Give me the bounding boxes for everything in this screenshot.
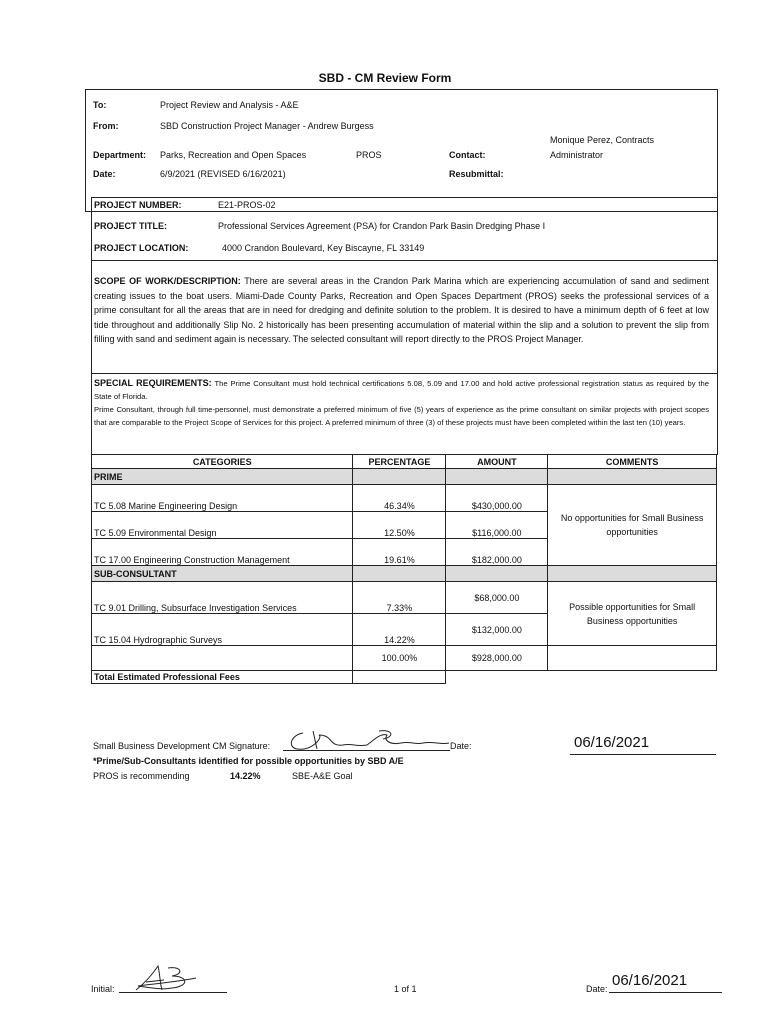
date-label: Date: <box>93 169 116 179</box>
scope-label: SCOPE OF WORK/DESCRIPTION: <box>94 276 241 286</box>
special-label: SPECIAL REQUIREMENTS: <box>94 378 212 388</box>
row-percentage: 46.34% <box>353 485 446 512</box>
contact-label: Contact: <box>449 150 486 160</box>
total-label-row <box>92 671 717 684</box>
row-percentage: 7.33% <box>353 582 446 614</box>
table-header-row <box>92 455 717 469</box>
recommend-value: 14.22% <box>230 771 261 781</box>
table-row <box>92 582 717 614</box>
project-number-label: PROJECT NUMBER: <box>94 200 182 210</box>
sub-comment-line2: Business opportunities <box>586 615 678 626</box>
recommend-label: PROS is recommending <box>93 771 190 781</box>
header-percentage: PERCENTAGE <box>353 455 446 469</box>
bottom-date-label: Date: <box>586 984 608 994</box>
divider <box>91 260 718 261</box>
sub-comments <box>548 582 717 646</box>
scope-of-work <box>94 274 709 347</box>
row-amount: $132,000.00 <box>446 614 548 646</box>
prime-comment-line1: No opportunities for Small Business <box>560 513 704 523</box>
header-comments: COMMENTS <box>548 455 717 469</box>
resubmittal-label: Resubmittal: <box>449 169 504 179</box>
row-amount: $68,000.00 <box>446 582 548 614</box>
prime-section-row <box>92 469 717 485</box>
from-label: From: <box>93 121 119 131</box>
row-amount: $116,000.00 <box>446 512 548 539</box>
bottom-date-line <box>609 992 722 993</box>
initials-image <box>132 964 200 994</box>
date-line <box>570 754 716 755</box>
date-value: 6/9/2021 (REVISED 6/16/2021) <box>160 169 286 179</box>
row-category: TC 5.09 Environmental Design <box>92 512 353 539</box>
recommend-goal: SBE-A&E Goal <box>292 771 353 781</box>
special-requirements <box>94 377 709 429</box>
to-value: Project Review and Analysis - A&E <box>160 100 299 110</box>
special-text-1: The Prime Consultant must hold technical certifications 5.08, 5.09 and 17.00 and hold active professional registration status as required by the State of Florida. <box>94 379 709 401</box>
row-percentage: 14.22% <box>353 614 446 646</box>
sub-comment-line1: Possible opportunities for Small <box>569 601 696 612</box>
row-category: TC 15.04 Hydrographic Surveys <box>92 614 353 646</box>
identification-note: *Prime/Sub-Consultants identified for possible opportunities by SBD A/E <box>93 756 404 766</box>
project-title-value: Professional Services Agreement (PSA) for Crandon Park Basin Dredging Phase I <box>218 221 546 231</box>
row-amount: $430,000.00 <box>446 485 548 512</box>
sub-section-row <box>92 566 717 582</box>
special-text-2: Prime Consultant, through full time-personnel, must demonstrate a preferred minimum of five (5) years of experience as the prime consultant on similar projects with project scopes that are comparable to the Project Scope of Services for this project. A preferred minimum of three (3) of these projects must have been completed within the last ten (10) years. <box>94 405 709 427</box>
table-row <box>92 485 717 512</box>
header-amount: AMOUNT <box>446 455 548 469</box>
row-category: TC 5.08 Marine Engineering Design <box>92 485 353 512</box>
form-title: SBD - CM Review Form <box>318 71 452 85</box>
row-category: TC 17.00 Engineering Construction Management <box>92 539 353 566</box>
prime-comments <box>548 485 717 566</box>
from-value: SBD Construction Project Manager - Andrew Burgess <box>160 121 374 131</box>
row-percentage: 12.50% <box>353 512 446 539</box>
contact-value-line1: Monique Perez, Contracts <box>550 135 655 145</box>
signature-image <box>283 727 453 755</box>
row-category: TC 9.01 Drilling, Subsurface Investigation Services <box>92 582 353 614</box>
row-percentage: 19.61% <box>353 539 446 566</box>
total-label: Total Estimated Professional Fees <box>92 671 353 684</box>
project-location-value: 4000 Crandon Boulevard, Key Biscayne, FL 33149 <box>222 243 425 253</box>
total-amount: $928,000.00 <box>446 646 548 671</box>
total-row <box>92 646 717 671</box>
prime-comment-line2: opportunities <box>606 527 658 537</box>
bottom-date-value: 06/16/2021 <box>612 972 688 989</box>
total-percentage: 100.00% <box>353 646 446 671</box>
signed-date: 06/16/2021 <box>574 734 650 751</box>
divider <box>91 373 718 374</box>
initial-label: Initial: <box>91 984 115 994</box>
header-categories: CATEGORIES <box>92 455 353 469</box>
scope-text: There are several areas in the Crandon Park Marina which are experiencing accumulation of sand and sediment creating issues to the boat users. Miami-Dade County Parks, Recreation and Open Spaces Department (PROS) seeks the professional services of a prime consultant for all the areas that are in need for dredging and definite solution to the problem. It is desired to have a minimum depth of 6 feet at low tide throughout and additionally Slip No. 2 historically has been presenting accumulation of material within the slip and a solution to prevent the slip from filling with sand and sediment again is necessary. The selected consultant will report directly to the PROS Project Manager. <box>94 276 709 344</box>
department-code: PROS <box>356 150 382 160</box>
contact-value-line2: Administrator <box>550 150 604 160</box>
fees-table <box>91 454 717 684</box>
department-value: Parks, Recreation and Open Spaces <box>160 150 307 160</box>
sub-consultant-label: SUB-CONSULTANT <box>92 566 353 582</box>
department-label: Department: <box>93 150 147 160</box>
prime-label: PRIME <box>92 469 353 485</box>
project-title-label: PROJECT TITLE: <box>94 221 168 231</box>
project-number-value: E21-PROS-02 <box>218 200 276 210</box>
signature-date-label: Date: <box>450 741 472 751</box>
project-location-label: PROJECT LOCATION: <box>94 243 189 253</box>
to-label: To: <box>93 100 107 110</box>
signature-label: Small Business Development CM Signature: <box>93 741 271 751</box>
row-amount: $182,000.00 <box>446 539 548 566</box>
page-number: 1 of 1 <box>394 984 417 994</box>
